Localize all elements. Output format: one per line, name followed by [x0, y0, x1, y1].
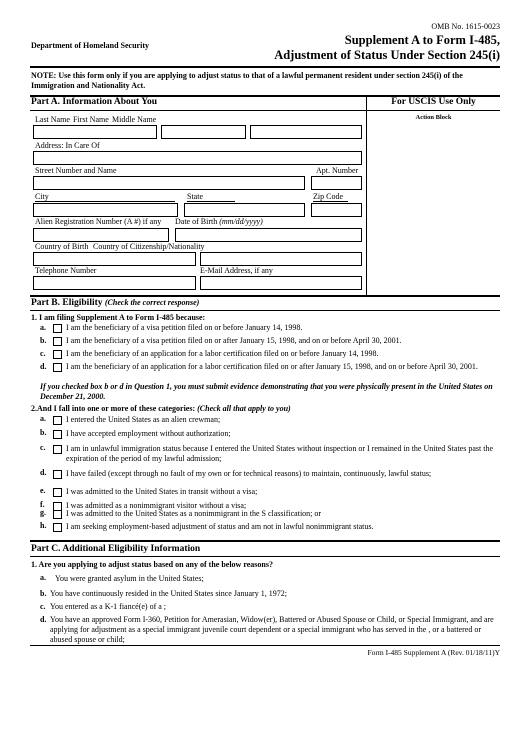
q1-d-checkbox[interactable] — [53, 363, 62, 372]
option-letter: b. — [40, 428, 47, 437]
form-title-line1: Supplement A to Form I-485, — [344, 33, 500, 47]
option-letter: c. — [40, 602, 46, 611]
q2-c-checkbox[interactable] — [53, 445, 62, 454]
q2-e-checkbox[interactable] — [53, 488, 62, 497]
option-letter: a. — [40, 573, 46, 582]
option-letter: d. — [40, 468, 47, 477]
part-c-b-text: You have continuously resided in the United States since January 1, 1972; — [50, 589, 287, 598]
state-underline — [187, 201, 235, 202]
country-birth-label: Country of Birth — [35, 242, 89, 251]
country-citizenship-input[interactable] — [200, 252, 362, 266]
q2-h-text: I am seeking employment-based adjustment of status and am not in lawful nonimmigrant status. — [66, 522, 374, 531]
q2-a-text: I entered the United States as an alien crewman; — [66, 415, 221, 424]
q1-b-checkbox[interactable] — [53, 337, 62, 346]
option-letter: c. — [40, 443, 46, 452]
part-c-d-text: You have an approved Form I-360, Petition for Amerasian, Widow(er), Battered or Abused Spouse or Child, or Special Immigrant, and are applying for adjustment as a special immigrant juvenile court dependent or a special immigrant who has served in the , or a battered or abused spouse or child; — [50, 615, 494, 644]
first-name-label: First Name — [73, 115, 109, 124]
part-c-a-text: You were granted asylum in the United States; — [55, 574, 204, 583]
city-underline — [35, 201, 175, 202]
city-label: City — [35, 192, 49, 201]
option-letter: c. — [40, 349, 46, 358]
q1-c-text: I am the beneficiary of an application for a labor certification filed on or before January 14, 1998. — [66, 349, 379, 358]
apt-input[interactable] — [311, 176, 362, 190]
email-input[interactable] — [200, 276, 362, 290]
address-care-label: Address: In Care Of — [35, 141, 100, 150]
country-birth-input[interactable] — [33, 252, 196, 266]
option-letter: d. — [40, 362, 47, 371]
phone-label: Telephone Number — [35, 266, 97, 275]
q2-g-checkbox[interactable] — [53, 510, 62, 519]
street-label: Street Number and Name — [35, 166, 117, 175]
q1-a-checkbox[interactable] — [53, 324, 62, 333]
action-block-label: Action Block — [415, 114, 452, 121]
address-care-input[interactable] — [33, 151, 362, 165]
uscis-heading: For USCIS Use Only — [391, 97, 476, 107]
note-text: NOTE: Use this form only if you are applying to adjust status to that of a lawful permanent resident under section 245(i) of the Immigration and Nationality Act. — [31, 71, 463, 90]
last-name-input[interactable] — [33, 125, 157, 139]
phone-input[interactable] — [33, 276, 196, 290]
divider — [30, 540, 500, 542]
part-a-heading: Part A. Information About You — [31, 97, 158, 107]
option-letter: a. — [40, 323, 46, 332]
q1-d-text: I am the beneficiary of an application for a labor certification filed on or after January 15, 1998, and on or before April 30, 2001. — [66, 362, 478, 371]
street-input[interactable] — [33, 176, 305, 190]
q2-b-checkbox[interactable] — [53, 430, 62, 439]
last-name-label: Last Name — [35, 115, 70, 124]
divider — [30, 645, 500, 646]
anum-label: Alien Registration Number (A #) if any — [35, 217, 162, 226]
part-b-heading: Part B. Eligibility (Check the correct response) — [31, 298, 200, 308]
q1-b-text: I am the beneficiary of a visa petition filed on or after January 15, 1998, and on or before April 30, 2001. — [66, 336, 402, 345]
divider — [30, 110, 500, 111]
part-c-c-text: You entered as a K-1 fiancé(e) of a ; — [50, 602, 167, 611]
dob-input[interactable] — [175, 228, 362, 242]
part-b-q1: 1. I am filing Supplement A to Form I-485 because: — [31, 313, 206, 322]
country-citizenship-label: Country of Citizenship/Nationality — [93, 242, 205, 251]
q2-f-text: I was admitted as a nonimmigrant visitor without a visa; — [66, 501, 247, 510]
option-letter: e. — [40, 486, 46, 495]
part-c-heading: Part C. Additional Eligibility Information — [31, 544, 201, 554]
state-input[interactable] — [184, 203, 305, 217]
anum-input[interactable] — [33, 228, 169, 242]
divider — [30, 310, 500, 311]
email-label: E-Mail Address, if any — [200, 266, 273, 275]
form-title-line2: Adjustment of Status Under Section 245(i) — [274, 48, 500, 62]
q2-e-text: I was admitted to the United States in transit without a visa; — [66, 487, 258, 496]
uscis-divider — [366, 95, 367, 295]
state-label: State — [187, 192, 203, 201]
part-b-q2: 2.And I fall into one or more of these categories: (Check all that apply to you) — [31, 404, 291, 413]
option-letter: b. — [40, 589, 47, 598]
middle-name-input[interactable] — [250, 125, 362, 139]
omb-number: OMB No. 1615-0023 — [431, 22, 500, 31]
q2-a-checkbox[interactable] — [53, 416, 62, 425]
footer-form-id: Form I-485 Supplement A (Rev. 01/18/11)Y — [367, 648, 500, 657]
dob-label: Date of Birth (mm/dd/yyyy) — [175, 217, 263, 226]
q2-b-text: I have accepted employment without authorization; — [66, 429, 231, 438]
divider — [30, 556, 500, 557]
department-name: Department of Homeland Security — [31, 41, 149, 50]
option-letter: d. — [40, 615, 47, 624]
q1-c-checkbox[interactable] — [53, 350, 62, 359]
q2-h-checkbox[interactable] — [53, 523, 62, 532]
option-letter: b. — [40, 336, 47, 345]
apt-label: Apt. Number — [316, 166, 359, 175]
zip-label: Zip Code — [313, 192, 343, 201]
divider — [30, 66, 500, 68]
q2-c-text: I am in unlawful immigration status because I entered the United States without inspection or I remained in the United States past the expiration of the period of my lawful admission; — [66, 444, 494, 463]
q2-d-text: I have failed (except through no fault of my own or for technical reasons) to maintain, continuously, lawful status; — [66, 469, 432, 478]
zip-input[interactable] — [311, 203, 362, 217]
part-c-q1: 1. Are you applying to adjust status based on any of the below reasons? — [31, 560, 273, 569]
q2-d-checkbox[interactable] — [53, 470, 62, 479]
q1-evidence-note: If you checked box b or d in Question 1, you must submit evidence demonstrating that you were physically present in the United States on December 21, 2000. — [40, 382, 493, 401]
q1-a-text: I am the beneficiary of a visa petition filed on or before January 14, 1998. — [66, 323, 303, 332]
q2-g-text: I was admitted to the United States as a nonimmigrant in the S classification; or — [66, 509, 322, 518]
middle-name-label: Middle Name — [112, 115, 157, 124]
zip-underline — [313, 201, 348, 202]
option-letter: f. — [40, 500, 45, 509]
option-letter: h. — [40, 521, 47, 530]
option-letter: g. — [40, 508, 46, 517]
option-letter: a. — [40, 414, 46, 423]
city-input[interactable] — [33, 203, 178, 217]
first-name-input[interactable] — [161, 125, 246, 139]
